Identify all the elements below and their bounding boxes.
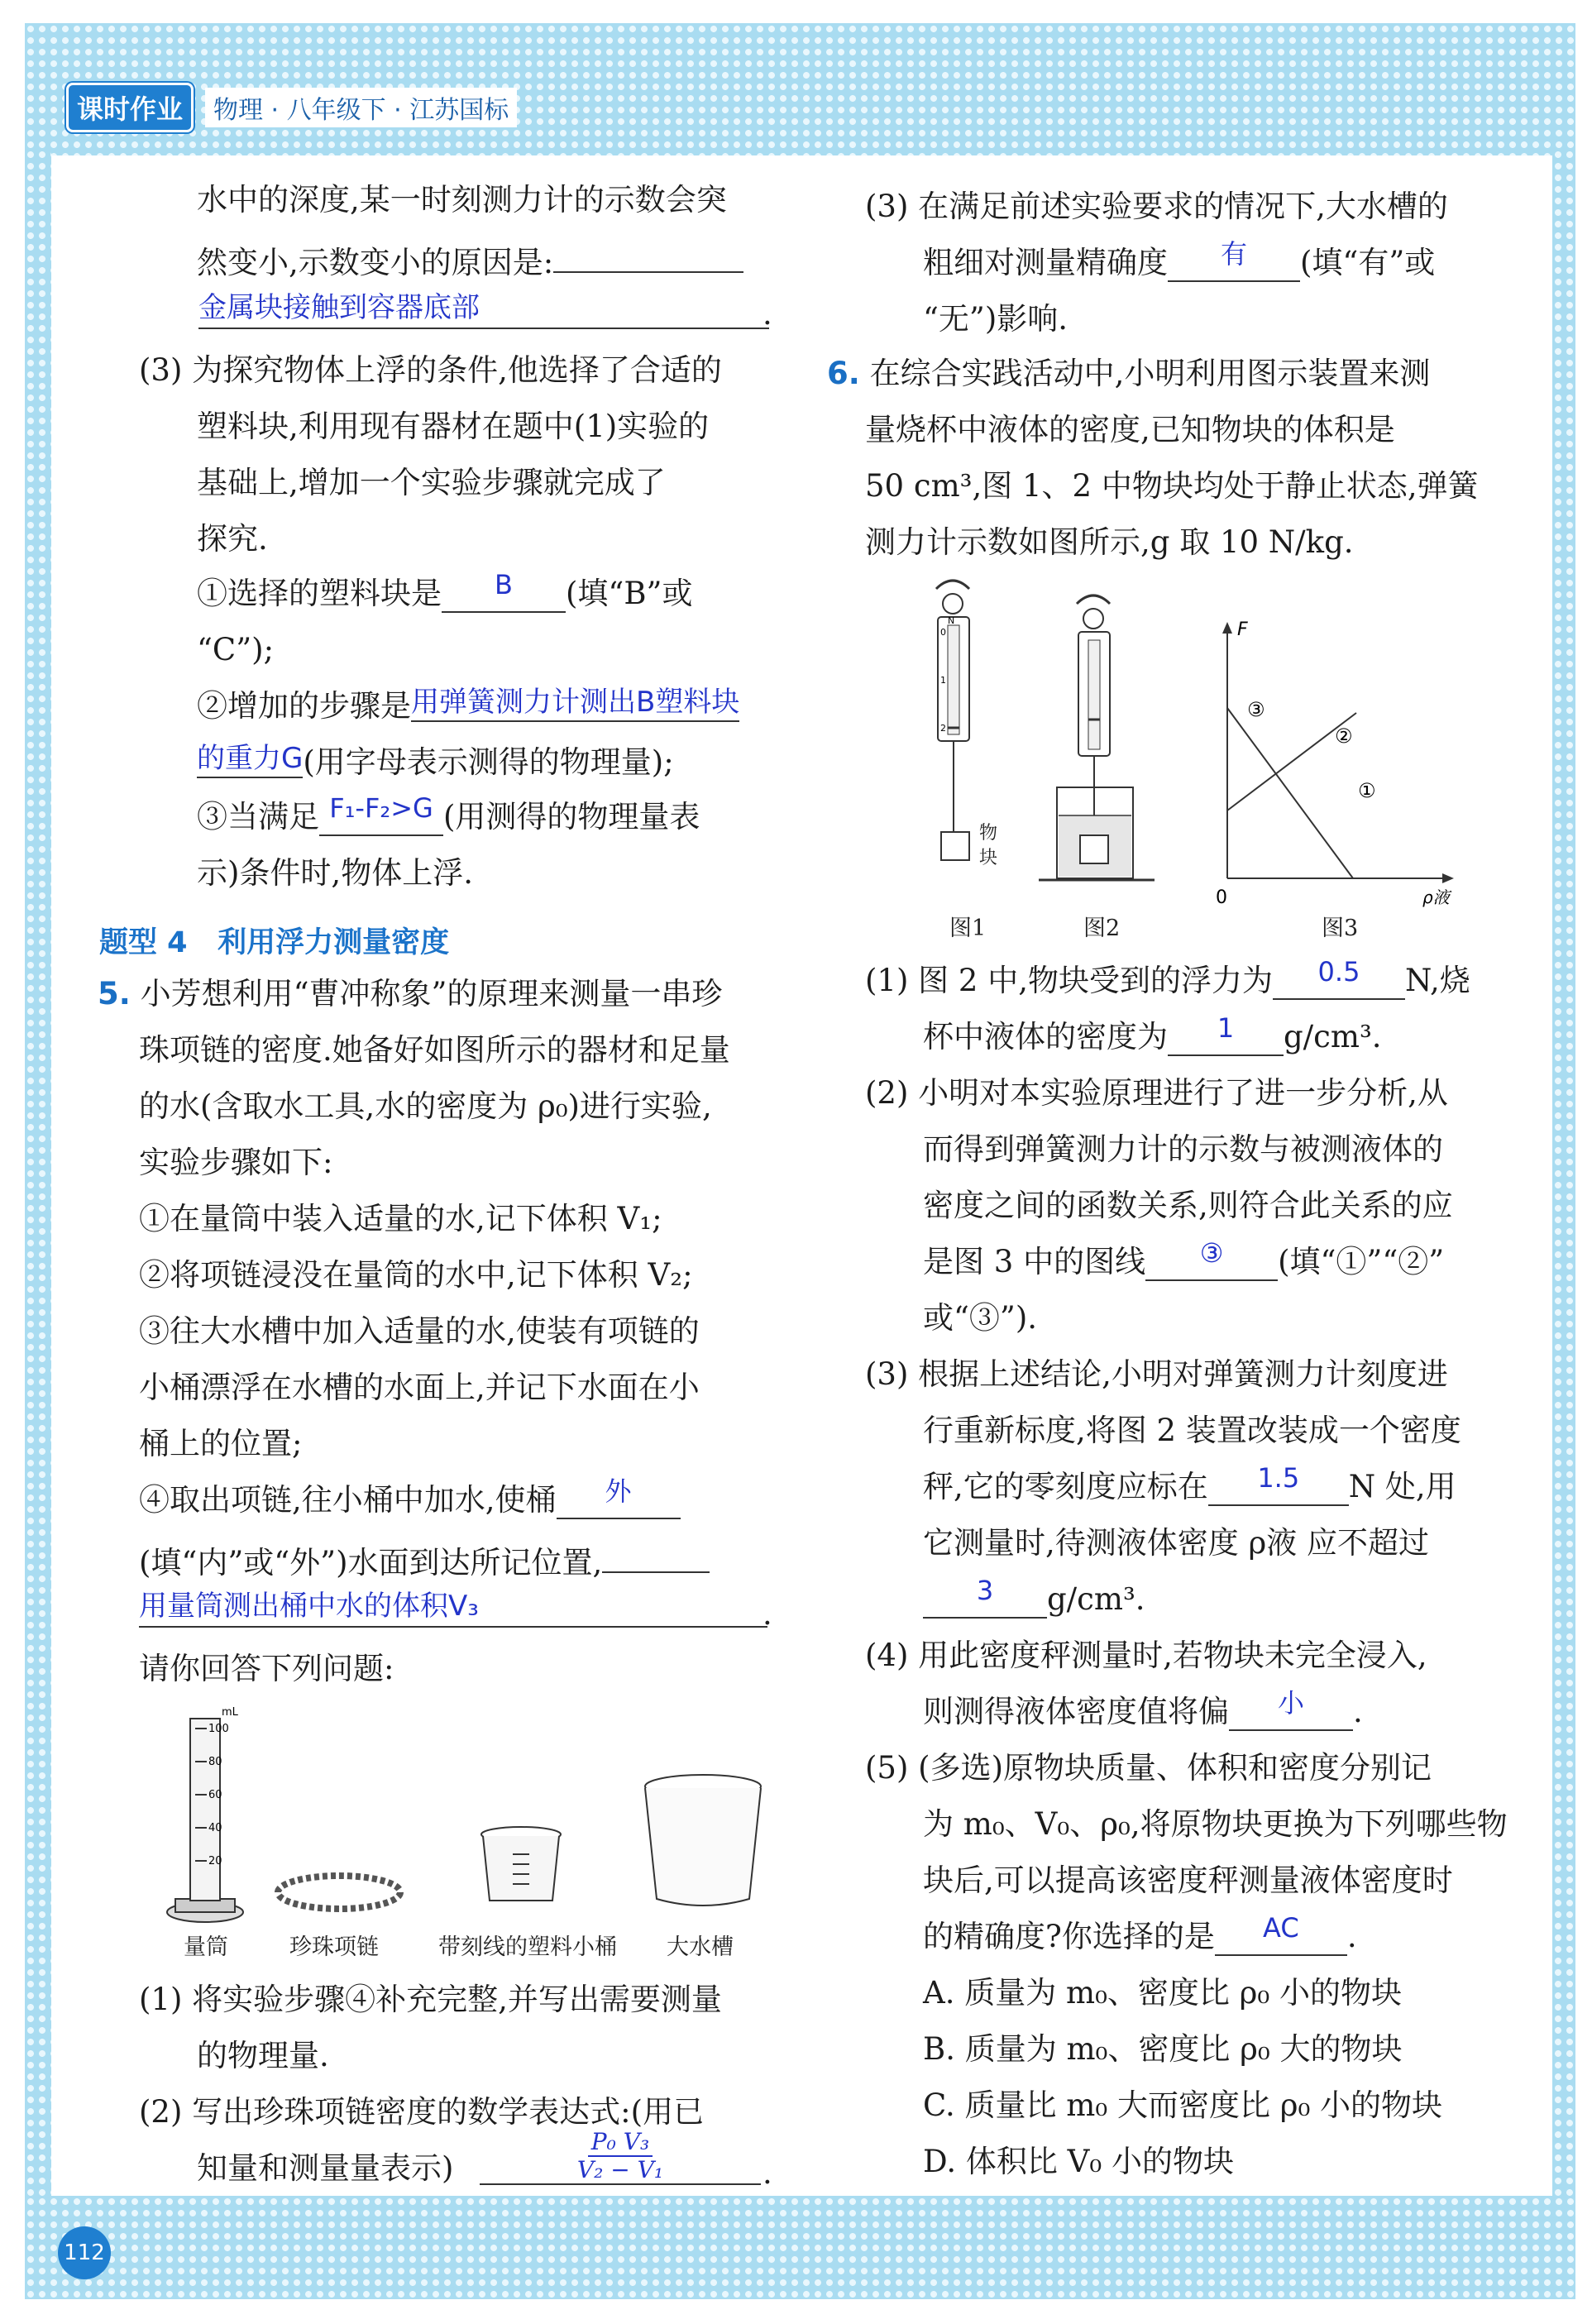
figure3-graph — [1216, 619, 1454, 908]
axis-label-f: F — [1237, 619, 1248, 640]
spring-scale-figures — [893, 571, 1522, 926]
q6-line2: 量烧杯中液体的密度,已知物块的体积是 — [865, 412, 1395, 447]
q6-part4-line1: (4) 用此密度秤测量时,若物块未完全浸入, — [865, 1638, 1427, 1673]
answer-condition: F₁-F₂>G — [329, 792, 433, 824]
q5-part1-line2: 的物理量. — [197, 2038, 329, 2073]
answer-bucket-side: 外 — [605, 1475, 632, 1507]
q5-part1-line1: (1) 将实验步骤④补充完整,并写出需要测量 — [139, 1982, 722, 2017]
q6-part5-line2: 为 m₀、V₀、ρ₀,将原物块更换为下列哪些物 — [923, 1806, 1508, 1842]
equipment-figure — [157, 1704, 786, 1927]
answer-choice: AC — [1263, 1912, 1299, 1944]
q6-part5-line4: 的精确度?你选择的是 AC . — [923, 1912, 1357, 1954]
q4-3-line3: 基础上,增加一个实验步骤就完成了 — [197, 465, 666, 500]
line-label-1: ① — [1358, 779, 1376, 802]
answer-buoyancy: 0.5 — [1317, 956, 1360, 987]
figure2-spring-scale-beaker — [1039, 595, 1155, 880]
q6-part1-line1: (1) 图 2 中,物块受到的浮力为 0.5 N,烧 — [865, 956, 1470, 998]
left-border-band — [25, 149, 51, 2299]
fig-label-cylinder: 量筒 — [184, 1934, 228, 1960]
q3-line1: (3) 在满足前述实验要求的情况下,大水槽的 — [865, 189, 1448, 224]
q5-step2: ②将项链浸没在量筒的水中,记下体积 V₂; — [139, 1257, 693, 1293]
answer-measure-volume: 用量筒测出桶中水的体积V₃ — [139, 1588, 767, 1628]
bottom-border-band — [25, 2196, 1575, 2299]
answer-zero-mark: 1.5 — [1257, 1462, 1300, 1494]
q5-line4: 实验步骤如下: — [139, 1145, 333, 1180]
fig1-caption: 图1 — [949, 916, 987, 941]
cyl-tick: 80 — [208, 1756, 222, 1768]
q5-line3: 的水(含取水工具,水的密度为 ρ₀)进行实验, — [139, 1088, 712, 1124]
q4-3-step2: ②增加的步骤是用弹簧测力计测出B塑料块 — [197, 686, 740, 724]
line-label-2: ② — [1335, 724, 1353, 748]
q4-3-step2-line2: 的重力G(用字母表示测得的物理量); — [197, 742, 674, 780]
cyl-tick: 60 — [208, 1789, 222, 1801]
fig-label-bucket: 带刻线的塑料小桶 — [438, 1934, 617, 1960]
fig-label-necklace: 珍珠项链 — [289, 1934, 379, 1960]
q6-part3-line5: 3 g/cm³. — [923, 1580, 1145, 1619]
graph-origin: 0 — [1216, 887, 1227, 908]
period-mark: . — [763, 2155, 772, 2191]
scale-num: 0 — [940, 627, 946, 638]
answer-density-expression: $\frac{\text{P₀ V₃}}{\text{V₂ − V₁}}$ — [480, 2129, 761, 2185]
cyl-tick: 40 — [208, 1822, 222, 1834]
q4-3-step3-line2: 示)条件时,物体上浮. — [197, 855, 473, 891]
q6-part3-line3: 秤,它的零刻度应标在 1.5 N 处,用 — [923, 1462, 1456, 1504]
q5-step4: ④取出项链,往小桶中加水,使桶 外 — [139, 1480, 681, 1520]
q6-part3-line1: (3) 根据上述结论,小明对弹簧测力计刻度进 — [865, 1356, 1448, 1392]
q6-part5-line1: (5) (多选)原物块质量、体积和密度分别记 — [865, 1750, 1432, 1786]
fig-label-tank: 大水槽 — [667, 1934, 734, 1960]
q6-part2-line5: 或“③”). — [923, 1300, 1038, 1336]
answer-added-step: 用弹簧测力计测出B塑料块 — [411, 686, 739, 722]
q4-3-step1-line2: “C”); — [197, 632, 275, 667]
q5-line1: 5. 小芳想利用“曹冲称象”的原理来测量一串珍 — [98, 976, 723, 1011]
q3-line2: 粗细对测量精确度 有 (填“有”或 — [923, 238, 1436, 280]
option-b: B. 质量为 m₀、密度比 ρ₀ 大的物块 — [923, 2031, 1403, 2067]
brand-logo: 课时作业 — [66, 83, 194, 132]
page-header — [66, 86, 517, 129]
fig3-caption: 图3 — [1322, 916, 1359, 941]
option-c: C. 质量比 m₀ 大而密度比 ρ₀ 小的物块 — [923, 2087, 1443, 2123]
q5-step3a: ③往大水槽中加入适量的水,使装有项链的 — [139, 1313, 700, 1349]
q4-3-line1: (3) 为探究物体上浮的条件,他选择了合适的 — [139, 352, 722, 388]
q6-line1: 6. 在综合实践活动中,小明利用图示装置来测 — [827, 356, 1431, 391]
q3-line3: “无”)影响. — [923, 301, 1069, 337]
q4-3-line4: 探究. — [197, 521, 268, 557]
q6-part5-line3: 块后,可以提高该密度秤测量液体密度时 — [923, 1863, 1453, 1898]
plastic-bucket — [481, 1827, 561, 1901]
block-label-1: 物 — [979, 823, 998, 844]
page-number: 112 — [58, 2226, 111, 2279]
cyl-tick: 100 — [208, 1723, 229, 1735]
q4-3-line2: 塑料块,利用现有器材在题中(1)实验的 — [197, 409, 710, 444]
measuring-cylinder — [167, 1706, 243, 1922]
q4-3-step1: ①选择的塑料块是 B (填“B”或 — [197, 569, 693, 611]
q5-line2: 珠项链的密度.她备好如图所示的器材和足量 — [139, 1032, 730, 1068]
q6-part2-line2: 而得到弹簧测力计的示数与被测液体的 — [923, 1131, 1443, 1167]
fig2-caption: 图2 — [1083, 916, 1121, 941]
period-mark: . — [763, 296, 772, 332]
answer-tank-effect: 有 — [1220, 238, 1247, 270]
answer-max-density: 3 — [976, 1575, 994, 1606]
q5-part2-line2: 知量和测量量表示) — [197, 2150, 454, 2186]
q6-part3-line2: 行重新标度,将图 2 装置改装成一个密度 — [923, 1413, 1461, 1448]
q5-step1: ①在量筒中装入适量的水,记下体积 V₁; — [139, 1201, 662, 1236]
right-border-band — [1552, 149, 1575, 2299]
answer-reason: 金属块接触到容器底部 — [198, 289, 769, 329]
book-title: 物理 · 八年级下 · 江苏国标 — [205, 88, 517, 127]
q6-part1-line2: 杯中液体的密度为 1 g/cm³. — [923, 1012, 1382, 1054]
line-label-3: ③ — [1247, 698, 1265, 721]
section-heading-type4: 题型 4 利用浮力测量密度 — [99, 926, 450, 959]
q6-part2-line1: (2) 小明对本实验原理进行了进一步分析,从 — [865, 1075, 1448, 1111]
q6-line3: 50 cm³,图 1、2 中物块均处于静止状态,弹簧 — [865, 468, 1479, 504]
scale-num: 1 — [940, 675, 946, 686]
option-d: D. 体积比 V₀ 小的物块 — [923, 2144, 1234, 2179]
q5-step3c: 桶上的位置; — [139, 1426, 303, 1461]
cyl-unit: mL — [222, 1706, 238, 1719]
q5-prompt: 请你回答下列问题: — [139, 1651, 394, 1686]
figure1-spring-scale — [936, 581, 997, 868]
pearl-necklace — [278, 1876, 400, 1909]
q5-part2-line1: (2) 写出珍珠项链密度的数学表达式:(用已 — [139, 2094, 705, 2130]
period-mark: . — [763, 1596, 772, 1632]
q6-part2-line4: 是图 3 中的图线 ③ (填“①”“②” — [923, 1237, 1445, 1279]
answer-added-step-cont: 的重力G — [197, 742, 303, 778]
q5-step3b: 小桶漂浮在水槽的水面上,并记下水面在小 — [139, 1370, 700, 1405]
q5-step4-line2: (填“内”或“外”)水面到达所记位置, — [139, 1537, 710, 1583]
answer-graph-line: ③ — [1199, 1237, 1224, 1269]
answer-bias: 小 — [1277, 1687, 1304, 1719]
option-a: A. 质量为 m₀、密度比 ρ₀ 小的物块 — [923, 1975, 1403, 2011]
q6-part2-line3: 密度之间的函数关系,则符合此关系的应 — [923, 1188, 1453, 1223]
q6-part3-line4: 它测量时,待测液体密度 ρ液 应不超过 — [923, 1525, 1430, 1561]
q4-cont-line1: 水中的深度,某一时刻测力计的示数会突 — [197, 182, 727, 218]
scale-unit: N — [948, 615, 955, 626]
scale-num: 2 — [940, 723, 946, 734]
answer-plastic-block: B — [495, 569, 513, 600]
q6-part4-line2: 则测得液体密度值将偏 小 . — [923, 1687, 1363, 1729]
q6-line4: 测力计示数如图所示,g 取 10 N/kg. — [865, 524, 1354, 560]
cyl-tick: 20 — [208, 1855, 222, 1867]
answer-liquid-density: 1 — [1217, 1012, 1235, 1044]
q4-3-step3: ③当满足 F₁-F₂>G (用测得的物理量表 — [197, 792, 700, 834]
block-label-2: 块 — [979, 848, 998, 868]
q4-cont-line2: 然变小,示数变小的原因是: — [197, 237, 743, 283]
axis-label-rho: ρ液 — [1422, 887, 1450, 907]
large-water-tank — [645, 1775, 761, 1906]
